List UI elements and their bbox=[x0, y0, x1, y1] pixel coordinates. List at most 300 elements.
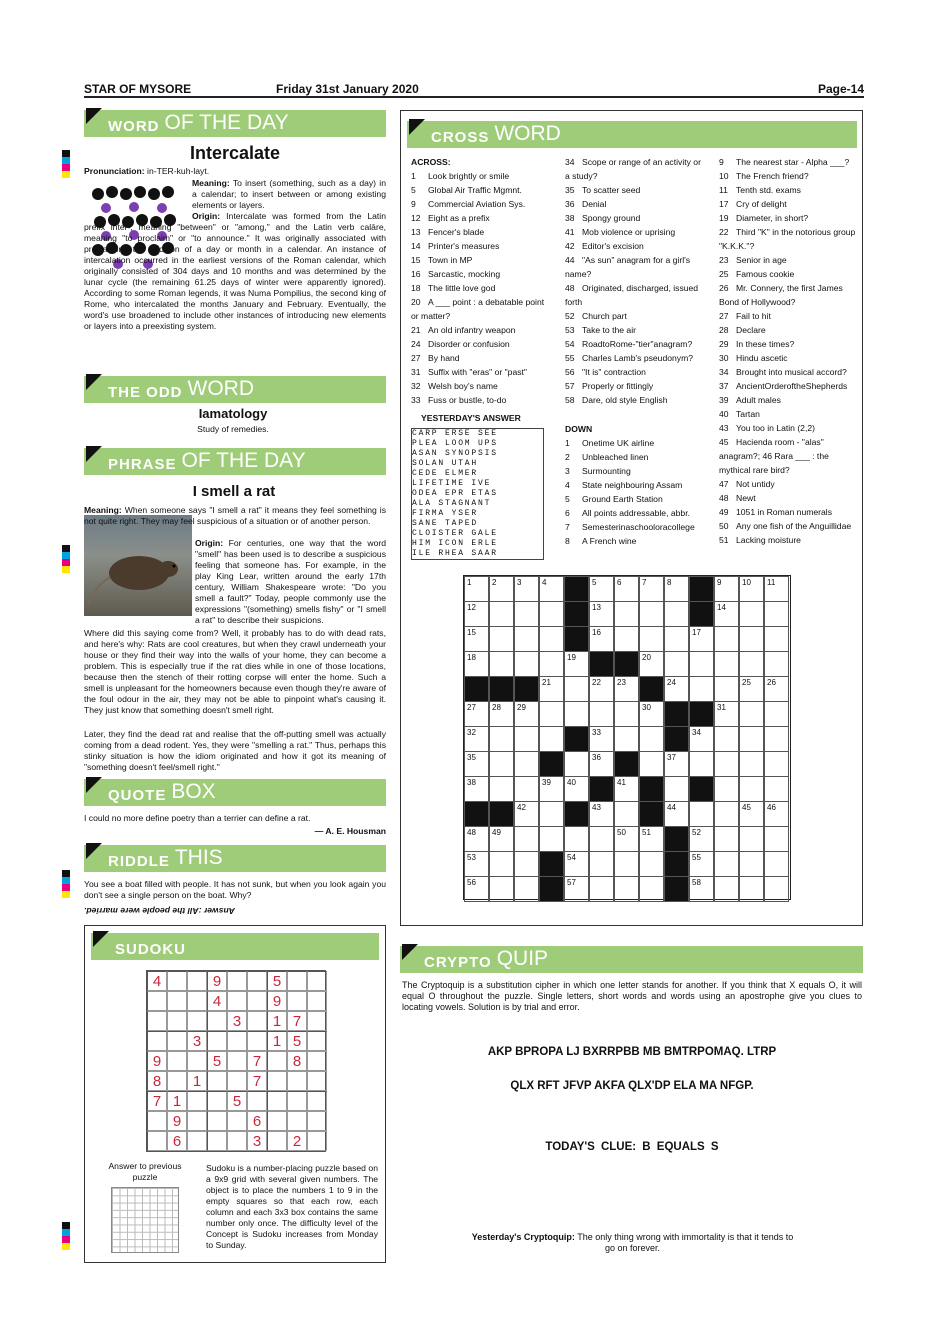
crossword-cell[interactable] bbox=[739, 701, 764, 727]
crossword-cell[interactable] bbox=[614, 601, 639, 627]
crossword-cell[interactable]: 56 bbox=[464, 876, 489, 902]
sudoku-cell[interactable] bbox=[207, 1111, 227, 1131]
sudoku-cell[interactable]: 1 bbox=[267, 1011, 287, 1031]
crossword-cell[interactable] bbox=[514, 651, 539, 677]
crossword-cell[interactable] bbox=[539, 651, 564, 677]
sudoku-cell[interactable] bbox=[307, 1071, 327, 1091]
crossword-cell[interactable] bbox=[514, 776, 539, 802]
crossword-cell[interactable]: 39 bbox=[539, 776, 564, 802]
crossword-cell[interactable] bbox=[714, 626, 739, 652]
crossword-cell[interactable]: 35 bbox=[464, 751, 489, 777]
clue-text: Ground Earth Station bbox=[582, 494, 663, 504]
sudoku-cell[interactable] bbox=[307, 1051, 327, 1071]
sudoku-cell[interactable] bbox=[187, 1111, 207, 1131]
crossword-cell[interactable]: 1 bbox=[464, 576, 489, 602]
sudoku-cell[interactable]: 9 bbox=[147, 1051, 167, 1071]
sudoku-cell[interactable] bbox=[207, 1091, 227, 1111]
crossword-cell[interactable] bbox=[514, 626, 539, 652]
clue-item bbox=[565, 197, 705, 211]
clue-item bbox=[565, 351, 705, 365]
crossword-cell[interactable]: 23 bbox=[614, 676, 639, 702]
sudoku-cell[interactable]: 3 bbox=[247, 1131, 267, 1151]
crossword-cell[interactable] bbox=[489, 851, 514, 877]
sudoku-cell[interactable] bbox=[247, 1011, 267, 1031]
clue-number: 48 bbox=[565, 283, 575, 293]
sudoku-cell[interactable] bbox=[207, 1131, 227, 1151]
sudoku-cell[interactable] bbox=[187, 1091, 207, 1111]
clue-item bbox=[565, 155, 705, 183]
crossword-cell[interactable]: 50 bbox=[614, 826, 639, 852]
clue-item bbox=[719, 183, 859, 197]
crossword-cell[interactable] bbox=[664, 776, 689, 802]
crossword-cell[interactable] bbox=[739, 876, 764, 902]
sudoku-cell[interactable] bbox=[167, 991, 187, 1011]
sudoku-cell[interactable] bbox=[267, 1071, 287, 1091]
crossword-cell[interactable] bbox=[514, 726, 539, 752]
clue-item bbox=[719, 309, 859, 323]
crossword-cell[interactable]: 17 bbox=[689, 626, 714, 652]
clue-item bbox=[565, 281, 705, 309]
crossword-cell[interactable]: 24 bbox=[664, 676, 689, 702]
clue-number: 26 bbox=[719, 283, 729, 293]
clue-item bbox=[565, 239, 705, 253]
band-large: OF THE DAY bbox=[164, 111, 289, 134]
band-large: QUIP bbox=[496, 947, 549, 970]
clue-text: Dare, old style English bbox=[582, 395, 668, 405]
sudoku-cell[interactable] bbox=[147, 1031, 167, 1051]
crossword-cell[interactable] bbox=[539, 601, 564, 627]
crossword-cell[interactable] bbox=[764, 701, 789, 727]
crossword-cell[interactable]: 15 bbox=[464, 626, 489, 652]
crossword-cell[interactable]: 28 bbox=[489, 701, 514, 727]
clue-number: 34 bbox=[565, 157, 575, 167]
sudoku-cell[interactable] bbox=[167, 1071, 187, 1091]
crossword-cell[interactable]: 40 bbox=[564, 776, 589, 802]
sudoku-cell[interactable] bbox=[267, 1131, 287, 1151]
crossword-cell[interactable]: 9 bbox=[714, 576, 739, 602]
origin-text: For centuries, one way that the word "smell" has been used is to describe a suspicious feeling that someone has. For example, in the play King Lear, written around the early 17th century, William Shakespeare wrote: "Do you smell a fault?" Today, people commonly use the expressions "(something) smells fishy" or "I smell a rat" to describe their suspicions. bbox=[195, 538, 386, 625]
sudoku-cell[interactable]: 5 bbox=[267, 971, 287, 991]
sudoku-cell[interactable] bbox=[167, 1031, 187, 1051]
crossword-cell[interactable] bbox=[564, 826, 589, 852]
sudoku-cell[interactable]: 8 bbox=[147, 1071, 167, 1091]
sudoku-cell[interactable] bbox=[207, 1071, 227, 1091]
crossword-cell[interactable] bbox=[714, 876, 739, 902]
sudoku-cell[interactable] bbox=[207, 1011, 227, 1031]
clue-number: 27 bbox=[411, 353, 421, 363]
crossword-cell[interactable] bbox=[614, 626, 639, 652]
sudoku-cell[interactable] bbox=[227, 1031, 247, 1051]
crossword-cell[interactable] bbox=[689, 801, 714, 827]
sudoku-cell[interactable]: 7 bbox=[247, 1051, 267, 1071]
crossword-cell[interactable] bbox=[714, 826, 739, 852]
crossword-cell[interactable]: 26 bbox=[764, 676, 789, 702]
crossword-cell[interactable]: 46 bbox=[764, 801, 789, 827]
crossword-cell[interactable] bbox=[639, 851, 664, 877]
sudoku-cell[interactable]: 6 bbox=[247, 1111, 267, 1131]
sudoku-cell[interactable] bbox=[307, 1031, 327, 1051]
crossword-cell[interactable] bbox=[664, 626, 689, 652]
crossword-cell[interactable] bbox=[639, 726, 664, 752]
crossword-cell[interactable]: 11 bbox=[764, 576, 789, 602]
clue-number: 53 bbox=[565, 325, 575, 335]
crossword-cell bbox=[589, 776, 614, 802]
crossword-cell[interactable] bbox=[489, 726, 514, 752]
clue-item bbox=[565, 450, 715, 464]
sudoku-cell[interactable] bbox=[287, 1071, 307, 1091]
band-large: THIS bbox=[174, 846, 223, 869]
sudoku-cell[interactable] bbox=[307, 1111, 327, 1131]
crossword-cell[interactable] bbox=[614, 726, 639, 752]
crossword-cell[interactable]: 54 bbox=[564, 851, 589, 877]
word-title: Intercalate bbox=[189, 143, 281, 163]
sudoku-cell[interactable]: 4 bbox=[207, 991, 227, 1011]
sudoku-cell[interactable]: 6 bbox=[167, 1131, 187, 1151]
crossword-cell[interactable]: 58 bbox=[689, 876, 714, 902]
clue-item bbox=[565, 436, 715, 450]
crossword-cell[interactable]: 55 bbox=[689, 851, 714, 877]
crossword-cell[interactable]: 7 bbox=[639, 576, 664, 602]
crossword-cell bbox=[464, 676, 489, 702]
sudoku-cell[interactable]: 9 bbox=[267, 991, 287, 1011]
clue-item bbox=[565, 379, 705, 393]
crossword-cell[interactable]: 53 bbox=[464, 851, 489, 877]
crossword-cell[interactable]: 45 bbox=[739, 801, 764, 827]
crossword-cell[interactable] bbox=[639, 601, 664, 627]
sudoku-cell[interactable]: 5 bbox=[207, 1051, 227, 1071]
crossword-cell[interactable] bbox=[639, 626, 664, 652]
crossword-cell[interactable] bbox=[514, 751, 539, 777]
crossword-cell bbox=[664, 701, 689, 727]
clue-text: Properly or fittingly bbox=[582, 381, 654, 391]
crossword-cell[interactable] bbox=[739, 851, 764, 877]
crossword-cell[interactable] bbox=[539, 801, 564, 827]
band-small: QUOTE bbox=[108, 787, 167, 804]
sudoku-cell[interactable] bbox=[287, 1091, 307, 1111]
crossword-cell[interactable]: 4 bbox=[539, 576, 564, 602]
sudoku-cell[interactable] bbox=[227, 1111, 247, 1131]
crossword-cell[interactable] bbox=[764, 826, 789, 852]
clue-item bbox=[719, 281, 859, 309]
sudoku-cell[interactable] bbox=[227, 1131, 247, 1151]
crossword-cell[interactable] bbox=[614, 701, 639, 727]
sudoku-grid bbox=[146, 970, 326, 1152]
crossword-cell[interactable]: 30 bbox=[639, 701, 664, 727]
sudoku-cell[interactable] bbox=[307, 1091, 327, 1111]
word-of-day-band bbox=[84, 110, 386, 137]
sudoku-cell[interactable]: 7 bbox=[147, 1091, 167, 1111]
crossword-cell[interactable] bbox=[714, 851, 739, 877]
crossword-cell bbox=[564, 801, 589, 827]
crossword-cell[interactable] bbox=[489, 876, 514, 902]
band-small: PHRASE bbox=[108, 456, 177, 473]
crossword-cell[interactable] bbox=[764, 651, 789, 677]
clue-number: 9 bbox=[719, 157, 724, 167]
registration-marks bbox=[62, 870, 70, 898]
clue-number: 5 bbox=[565, 494, 570, 504]
crossword-cell[interactable] bbox=[489, 776, 514, 802]
sudoku-cell[interactable]: 5 bbox=[227, 1091, 247, 1111]
crossword-cell[interactable] bbox=[489, 601, 514, 627]
crossword-cell[interactable] bbox=[489, 651, 514, 677]
sudoku-cell[interactable]: 1 bbox=[167, 1091, 187, 1111]
crossword-cell[interactable] bbox=[564, 751, 589, 777]
crossword-cell[interactable]: 3 bbox=[514, 576, 539, 602]
band-small: RIDDLE bbox=[108, 853, 170, 870]
crossword-cell[interactable] bbox=[664, 601, 689, 627]
crossword-cell[interactable]: 27 bbox=[464, 701, 489, 727]
crossword-cell[interactable] bbox=[539, 826, 564, 852]
crossword-cell[interactable] bbox=[764, 851, 789, 877]
sudoku-cell[interactable] bbox=[267, 1111, 287, 1131]
crossword-cell[interactable] bbox=[714, 651, 739, 677]
clue-text: Not untidy bbox=[736, 479, 775, 489]
sudoku-cell[interactable]: 4 bbox=[147, 971, 167, 991]
sudoku-cell[interactable] bbox=[187, 971, 207, 991]
crossword-cell[interactable] bbox=[514, 601, 539, 627]
band-large: WORD bbox=[494, 122, 561, 145]
sudoku-cell[interactable] bbox=[227, 1071, 247, 1091]
crossword-cell bbox=[539, 851, 564, 877]
crossword-cell[interactable]: 52 bbox=[689, 826, 714, 852]
crossword-cell[interactable] bbox=[514, 876, 539, 902]
crossword-cell[interactable] bbox=[714, 776, 739, 802]
sudoku-cell[interactable]: 7 bbox=[247, 1071, 267, 1091]
sudoku-cell[interactable] bbox=[227, 1051, 247, 1071]
sudoku-cell[interactable] bbox=[167, 1051, 187, 1071]
pronunciation bbox=[84, 166, 386, 177]
sudoku-cell[interactable] bbox=[147, 1011, 167, 1031]
crossword-cell[interactable] bbox=[739, 626, 764, 652]
clue-item bbox=[565, 492, 715, 506]
crossword-cell[interactable]: 37 bbox=[664, 751, 689, 777]
crossword-cell[interactable]: 36 bbox=[589, 751, 614, 777]
crossword-cell[interactable] bbox=[489, 751, 514, 777]
crossword-cell[interactable]: 38 bbox=[464, 776, 489, 802]
meaning-label: Meaning: bbox=[84, 505, 122, 515]
sudoku-cell[interactable]: 8 bbox=[287, 1051, 307, 1071]
crossword-cell[interactable] bbox=[539, 626, 564, 652]
crossword-cell[interactable] bbox=[714, 726, 739, 752]
crossword-cell bbox=[564, 626, 589, 652]
clue-number: 33 bbox=[411, 395, 421, 405]
sudoku-cell[interactable] bbox=[267, 1051, 287, 1071]
crossword-cell[interactable]: 51 bbox=[639, 826, 664, 852]
crossword-cell bbox=[539, 876, 564, 902]
crossword-cell[interactable]: 25 bbox=[739, 676, 764, 702]
crossword-cell[interactable] bbox=[739, 826, 764, 852]
sudoku-cell[interactable] bbox=[287, 1111, 307, 1131]
clue-item bbox=[411, 225, 551, 239]
clue-number: 5 bbox=[411, 185, 416, 195]
crossword-cell[interactable]: 21 bbox=[539, 676, 564, 702]
crossword-cell[interactable]: 42 bbox=[514, 801, 539, 827]
odd-word-band bbox=[84, 376, 386, 403]
clue-text: You too in Latin (2,2) bbox=[736, 423, 815, 433]
sudoku-cell[interactable]: 7 bbox=[287, 1011, 307, 1031]
crossword-cell[interactable]: 10 bbox=[739, 576, 764, 602]
sudoku-cell[interactable] bbox=[307, 1011, 327, 1031]
crossword-cell[interactable] bbox=[589, 851, 614, 877]
sudoku-cell[interactable] bbox=[187, 991, 207, 1011]
crossword-cell[interactable]: 29 bbox=[514, 701, 539, 727]
sudoku-cell[interactable]: 9 bbox=[207, 971, 227, 991]
clue-item bbox=[719, 533, 859, 547]
crossword-cell[interactable] bbox=[514, 826, 539, 852]
phrase-meaning bbox=[84, 505, 386, 527]
sudoku-cell[interactable] bbox=[247, 991, 267, 1011]
crossword-cell[interactable]: 49 bbox=[489, 826, 514, 852]
crossword-cell[interactable]: 43 bbox=[589, 801, 614, 827]
crossword-cell[interactable]: 57 bbox=[564, 876, 589, 902]
sudoku-cell[interactable]: 9 bbox=[167, 1111, 187, 1131]
crossword-cell[interactable]: 2 bbox=[489, 576, 514, 602]
crossword-cell[interactable] bbox=[639, 751, 664, 777]
crossword-cell[interactable] bbox=[589, 826, 614, 852]
crossword-cell[interactable]: 44 bbox=[664, 801, 689, 827]
crossword-cell[interactable]: 12 bbox=[464, 601, 489, 627]
sudoku-cell[interactable] bbox=[187, 1051, 207, 1071]
crossword-cell[interactable] bbox=[564, 676, 589, 702]
crossword-cell[interactable] bbox=[739, 751, 764, 777]
crossword-cell[interactable]: 19 bbox=[564, 651, 589, 677]
clue-number: 30 bbox=[719, 353, 729, 363]
crossword-cell[interactable] bbox=[764, 726, 789, 752]
clue-item bbox=[719, 505, 859, 519]
crossword-cell[interactable] bbox=[689, 651, 714, 677]
crossword-cell bbox=[639, 801, 664, 827]
sudoku-band bbox=[91, 933, 379, 960]
crossword-cell[interactable] bbox=[714, 801, 739, 827]
clue-number: 3 bbox=[565, 466, 570, 476]
crossword-cell[interactable]: 5 bbox=[589, 576, 614, 602]
crossword-cell[interactable] bbox=[614, 851, 639, 877]
origin-label: Origin: bbox=[195, 538, 224, 548]
crossword-cell[interactable]: 14 bbox=[714, 601, 739, 627]
crossword-cell[interactable]: 41 bbox=[614, 776, 639, 802]
crossword-cell[interactable] bbox=[739, 651, 764, 677]
crossword-cell[interactable]: 33 bbox=[589, 726, 614, 752]
sudoku-cell[interactable] bbox=[207, 1031, 227, 1051]
crossword-cell[interactable] bbox=[764, 876, 789, 902]
sudoku-cell[interactable] bbox=[147, 1111, 167, 1131]
crossword-cell[interactable] bbox=[639, 876, 664, 902]
sudoku-cell[interactable] bbox=[247, 1091, 267, 1111]
crossword-cell[interactable] bbox=[714, 676, 739, 702]
crossword-cell[interactable]: 20 bbox=[639, 651, 664, 677]
yesterday-text: The only thing wrong with immortality is that it tends to go on forever. bbox=[574, 1232, 794, 1253]
crossword-cell[interactable]: 6 bbox=[614, 576, 639, 602]
clue-number: 32 bbox=[411, 381, 421, 391]
crossword-cell[interactable] bbox=[539, 726, 564, 752]
crossword-cell[interactable] bbox=[739, 601, 764, 627]
clue-number: 20 bbox=[411, 297, 421, 307]
crossword-cell[interactable] bbox=[589, 876, 614, 902]
crossword-cell[interactable]: 16 bbox=[589, 626, 614, 652]
crossword-cell[interactable] bbox=[614, 801, 639, 827]
crossword-cell[interactable] bbox=[764, 751, 789, 777]
clue-text: The French friend? bbox=[736, 171, 809, 181]
yesterday-answer-grid bbox=[411, 428, 544, 560]
crossword-cell[interactable]: 31 bbox=[714, 701, 739, 727]
crossword-cell[interactable]: 13 bbox=[589, 601, 614, 627]
crossword-cell[interactable] bbox=[489, 626, 514, 652]
crossword-cell[interactable] bbox=[739, 776, 764, 802]
crossword-cell[interactable]: 34 bbox=[689, 726, 714, 752]
crossword-cell[interactable] bbox=[689, 751, 714, 777]
sudoku-cell[interactable]: 1 bbox=[267, 1031, 287, 1051]
yesterday-label: YESTERDAY'S ANSWER bbox=[421, 413, 521, 423]
crossword-cell bbox=[664, 826, 689, 852]
crossword-cell[interactable] bbox=[614, 876, 639, 902]
band-small: CROSS bbox=[431, 129, 490, 146]
clue-item bbox=[565, 183, 705, 197]
clue-item bbox=[565, 520, 715, 534]
clue-text: AncientOrderoftheShepherds bbox=[736, 381, 848, 391]
clue-text: Fencer's blade bbox=[428, 227, 485, 237]
crossword-cell[interactable] bbox=[539, 701, 564, 727]
crossword-cell[interactable] bbox=[564, 701, 589, 727]
crossword-cell[interactable] bbox=[514, 851, 539, 877]
crossword-cell[interactable] bbox=[689, 676, 714, 702]
sudoku-prev-label: Answer to previous puzzle bbox=[108, 1161, 182, 1182]
crossword-cell[interactable] bbox=[764, 626, 789, 652]
corner-mark-icon bbox=[86, 843, 102, 859]
crossword-cell[interactable]: 8 bbox=[664, 576, 689, 602]
sudoku-cell[interactable] bbox=[307, 991, 327, 1011]
sudoku-cell[interactable] bbox=[287, 971, 307, 991]
crossword-cell[interactable] bbox=[764, 601, 789, 627]
crossword-cell bbox=[514, 676, 539, 702]
sudoku-cell[interactable] bbox=[227, 991, 247, 1011]
sudoku-cell[interactable] bbox=[187, 1011, 207, 1031]
sudoku-cell[interactable] bbox=[147, 1131, 167, 1151]
crossword-cell[interactable]: 32 bbox=[464, 726, 489, 752]
crossword-cell[interactable] bbox=[764, 776, 789, 802]
clue-item bbox=[411, 169, 551, 183]
sudoku-cell[interactable]: 3 bbox=[187, 1031, 207, 1051]
sudoku-cell[interactable] bbox=[247, 1031, 267, 1051]
sudoku-cell[interactable] bbox=[267, 1091, 287, 1111]
sudoku-cell[interactable]: 3 bbox=[227, 1011, 247, 1031]
sudoku-cell[interactable]: 5 bbox=[287, 1031, 307, 1051]
clue-text: Look brightly or smile bbox=[428, 171, 510, 181]
crossword-cell[interactable]: 18 bbox=[464, 651, 489, 677]
crossword-cell[interactable]: 22 bbox=[589, 676, 614, 702]
crossword-cell[interactable] bbox=[664, 651, 689, 677]
sudoku-cell[interactable] bbox=[287, 991, 307, 1011]
sudoku-cell[interactable] bbox=[307, 971, 327, 991]
sudoku-cell[interactable] bbox=[167, 1011, 187, 1031]
clue-number: 4 bbox=[565, 480, 570, 490]
clue-item bbox=[565, 309, 705, 323]
sudoku-cell[interactable] bbox=[167, 971, 187, 991]
sudoku-cell[interactable]: 1 bbox=[187, 1071, 207, 1091]
sudoku-cell[interactable] bbox=[147, 991, 167, 1011]
sudoku-cell[interactable] bbox=[247, 971, 267, 991]
phrase-body: Where did this saying come from? Well, it probably has to do with dead rats, and here's why: Rats are cool creatures, but when they crawl underneath your house or they find their way into the walls of your home, they can become a problem. This is especially true if the rat dies while in one of those locations, because then the stench of their rotting corpse will enter the home. Such a smell is unpleasant for the homeowners because even though they're aware of the foul odour in the air, they may not be able to pinpoint what's causing it. They just know that something doesn't smell right. bbox=[84, 628, 386, 715]
sudoku-cell[interactable] bbox=[307, 1131, 327, 1151]
clue-number: 27 bbox=[719, 311, 729, 321]
crossword-cell[interactable] bbox=[739, 726, 764, 752]
crossword-cell[interactable] bbox=[714, 751, 739, 777]
sudoku-cell[interactable] bbox=[187, 1131, 207, 1151]
crossword-cell[interactable]: 48 bbox=[464, 826, 489, 852]
sudoku-cell[interactable]: 2 bbox=[287, 1131, 307, 1151]
crossword-cell[interactable] bbox=[589, 701, 614, 727]
sudoku-cell[interactable] bbox=[227, 971, 247, 991]
clue-number: 45 bbox=[719, 437, 729, 447]
